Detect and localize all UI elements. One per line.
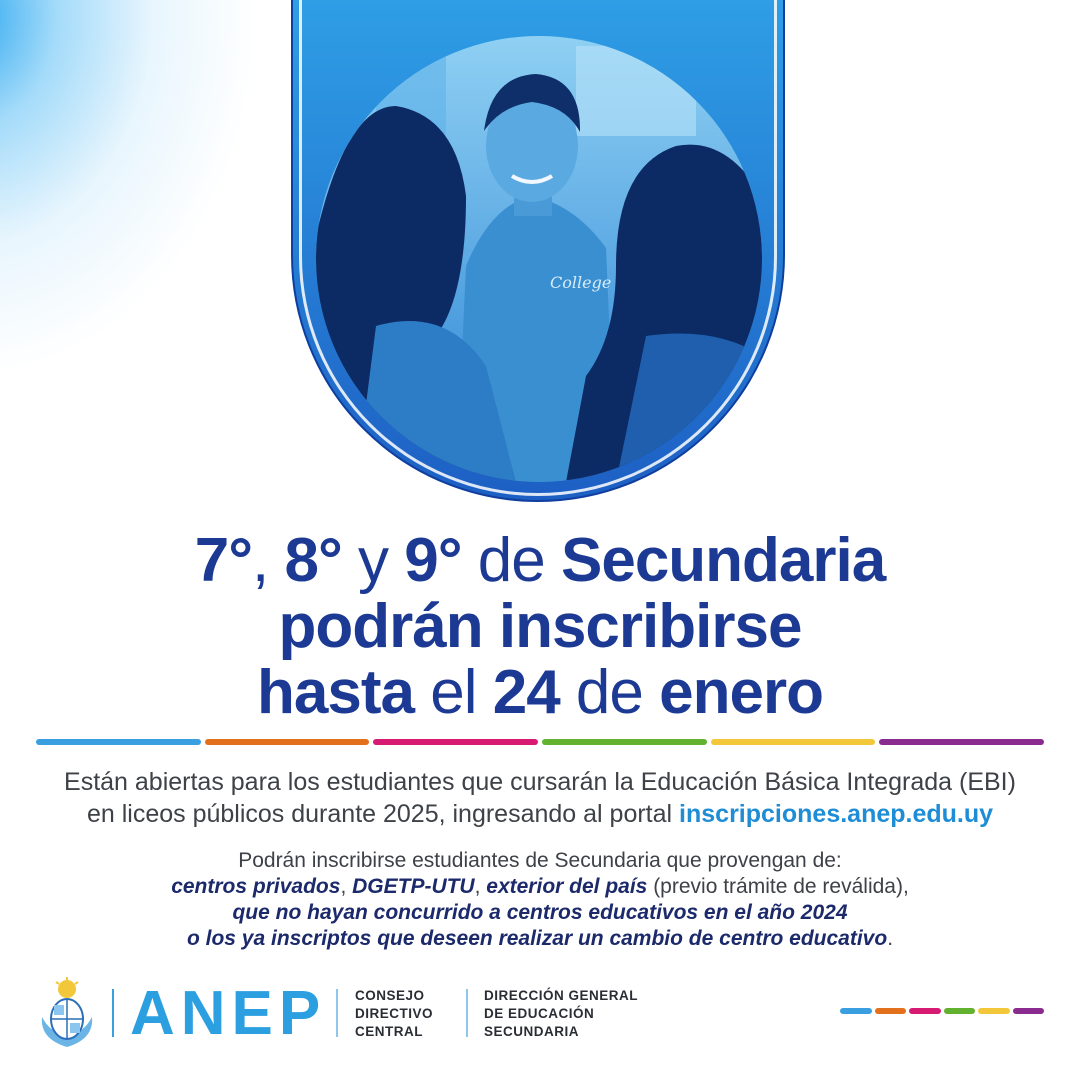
hoodie-text: College: [550, 273, 612, 292]
stripe-orange: [205, 739, 370, 745]
mini-color-stripes: [840, 1008, 1044, 1014]
consejo-line-1: CONSEJO: [355, 988, 425, 1003]
sep-1: ,: [340, 875, 353, 898]
students-illustration: [316, 36, 762, 482]
students-photo: [316, 36, 762, 482]
consejo-line-2: DIRECTIVO: [355, 1006, 434, 1021]
grade-9: 9°: [404, 526, 462, 595]
stripe-magenta: [373, 739, 538, 745]
divider-2: [336, 989, 338, 1037]
mini-stripe-blue: [840, 1008, 872, 1014]
info-line-2: [20, 798, 1060, 830]
headline: [0, 528, 1080, 726]
portal-link[interactable]: inscripciones.anep.edu.uy: [679, 800, 994, 828]
anep-logo: ANEP: [130, 979, 327, 1048]
stripe-yellow: [711, 739, 876, 745]
centros-privados: centros privados: [171, 875, 341, 898]
word-hasta: hasta: [257, 658, 414, 727]
divider-1: [112, 989, 114, 1037]
sep-2: ,: [474, 875, 487, 898]
dges-line-1: DIRECCIÓN GENERAL: [484, 988, 639, 1003]
grade-7: 7°: [194, 526, 253, 595]
mini-stripe-green: [944, 1008, 976, 1014]
consejo-line-3: CENTRAL: [355, 1024, 423, 1039]
headline-line-3: [0, 660, 1080, 726]
color-stripes: [36, 739, 1044, 747]
eligibility-line-3: que no hayan concurrido a centros educativos en el año 2024: [232, 901, 848, 924]
mini-stripe-magenta: [909, 1008, 941, 1014]
corner-glow: [0, 0, 260, 380]
info-line-1: Están abiertas para los estudiantes que cursarán la Educación Básica Integrada (EBI): [64, 768, 1016, 796]
eligibility-line-4: [20, 926, 1060, 952]
headline-line-2: [0, 594, 1080, 660]
eligibility-paragraph: [20, 848, 1060, 952]
divider-3: [466, 989, 468, 1037]
dges-line-3: SECUNDARIA: [484, 1024, 580, 1039]
dgetp-utu: DGETP-UTU: [352, 875, 475, 898]
word-de-2: de: [575, 658, 643, 727]
direccion-general-secundaria: [484, 987, 638, 1041]
word-secundaria: Secundaria: [560, 526, 886, 595]
stripe-blue: [36, 739, 201, 745]
eligibility-line-4-text: o los ya inscriptos que deseen realizar un cambio de centro educativo: [186, 927, 888, 950]
stripe-purple: [879, 739, 1044, 745]
mini-stripe-yellow: [978, 1008, 1010, 1014]
eligibility-line-2: [20, 874, 1060, 900]
word-de: de: [477, 526, 545, 595]
exterior-del-pais: exterior del país: [486, 875, 648, 898]
coat-of-arms-icon: [36, 977, 98, 1049]
podran-inscribirse: podrán inscribirse: [278, 592, 802, 661]
headline-line-1: [0, 528, 1080, 594]
footer: [0, 975, 1080, 1055]
final-period: .: [887, 927, 894, 950]
comma: ,: [252, 526, 269, 595]
word-enero: enero: [659, 658, 823, 727]
dges-line-2: DE EDUCACIÓN: [484, 1006, 595, 1021]
grade-8: 8°: [284, 526, 342, 595]
stripe-green: [542, 739, 707, 745]
info-paragraph: [20, 766, 1060, 830]
word-el: el: [430, 658, 477, 727]
consejo-directivo-central: [355, 987, 433, 1041]
info-line-2-text: en liceos públicos durante 2025, ingresando al portal: [86, 800, 673, 828]
day-24: 24: [492, 658, 560, 727]
mini-stripe-purple: [1013, 1008, 1045, 1014]
mini-stripe-orange: [875, 1008, 907, 1014]
word-y: y: [358, 526, 389, 595]
revalida-note: (previo trámite de reválida),: [647, 875, 909, 898]
eligibility-intro: Podrán inscribirse estudiantes de Secundaria que provengan de:: [238, 849, 842, 872]
